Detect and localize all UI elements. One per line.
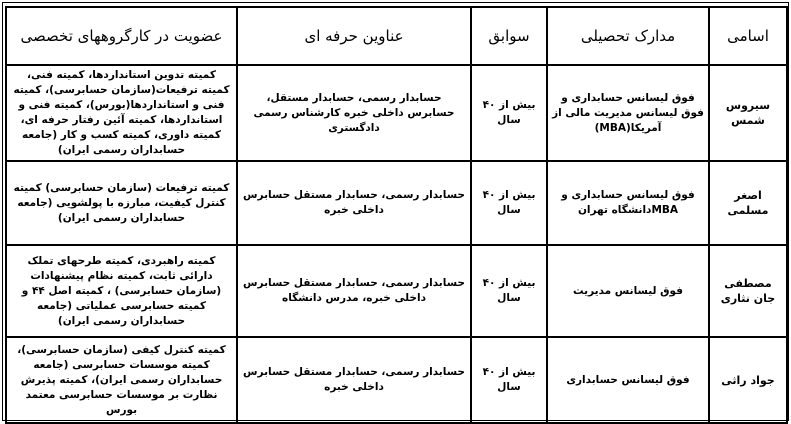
cell-membership: کمیته راهبردی، کمیته طرحهای تملک دارائی ثابت، کمیته نظام پیشنهادات (سازمان حسابرسی) ، کمیته اصل ۴۴ و کمیته حسابرسی عملیاتی (جامعه حسابداران رسمی ایران) bbox=[6, 245, 237, 337]
cell-experience: بیش از ۴۰ سال bbox=[471, 337, 547, 423]
cell-education: فوق لیسانس مدیریت bbox=[547, 245, 709, 337]
header-education: مدارک تحصیلی bbox=[547, 7, 709, 65]
header-names: اسامی bbox=[709, 7, 787, 65]
cell-titles: حسابدار رسمی، حسابدار مستقل حسابرس داخلی خبره bbox=[237, 337, 471, 423]
cell-titles: حسابدار رسمی، حسابدار مستقل، حسابرس داخلی خبره کارشناس رسمی دادگستری bbox=[237, 65, 471, 161]
cell-membership: کمیته ترفیعات (سازمان حسابرسی) کمیته کنترل کیفیت، مبارزه با پولشویی (جامعه حسابداران رسمی ایران) bbox=[6, 161, 237, 245]
table-row bbox=[6, 161, 787, 245]
header-titles: عناوین حرفه ای bbox=[237, 7, 471, 65]
cell-titles: حسابدار رسمی، حسابدار مستقل حسابرس داخلی خبره bbox=[237, 161, 471, 245]
header-membership: عضویت در کارگروههای تخصصی bbox=[6, 7, 237, 65]
cell-experience: بیش از ۴۰ سال bbox=[471, 245, 547, 337]
table-row bbox=[6, 337, 787, 423]
cell-name: سیروس شمس bbox=[709, 65, 787, 161]
cell-name: مصطفی جان نثاری bbox=[709, 245, 787, 337]
members-table bbox=[5, 6, 788, 424]
header-row bbox=[6, 7, 787, 65]
cell-experience: بیش از ۴۰ سال bbox=[471, 161, 547, 245]
header-experience: سوابق bbox=[471, 7, 547, 65]
cell-name: جواد راثی bbox=[709, 337, 787, 423]
cell-education: فوق لیسانس حسابداری bbox=[547, 337, 709, 423]
table-row bbox=[6, 65, 787, 161]
table-row bbox=[6, 245, 787, 337]
cell-membership: کمیته تدوین استانداردها، کمیته فنی، کمیته ترفیعات(سازمان حسابرسی)، کمیته فنی و استانداردها(بورس)، کمیته فنی و استانداردها، کمیته آئین رفتار حرفه ای، کمیته داوری، کمیته کسب و کار (جامعه حسابداران رسمی ایران) bbox=[6, 65, 237, 161]
cell-membership: کمیته کنترل کیفی (سازمان حسابرسی)، کمیته موسسات حسابرسی (جامعه حسابداران رسمی ایران)، کمیته پذیرش نظارت بر موسسات حسابرسی معتمد بورس bbox=[6, 337, 237, 423]
cell-education: فوق لیسانس حسابداری و فوق لیسانس مدیریت مالی از آمریکا(MBA) bbox=[547, 65, 709, 161]
cell-experience: بیش از ۴۰ سال bbox=[471, 65, 547, 161]
cell-name: اصغر مسلمی bbox=[709, 161, 787, 245]
cell-titles: حسابدار رسمی، حسابدار مستقل حسابرس داخلی خبره، مدرس دانشگاه bbox=[237, 245, 471, 337]
cell-education: فوق لیسانس حسابداری و MBAدانشگاه تهران bbox=[547, 161, 709, 245]
